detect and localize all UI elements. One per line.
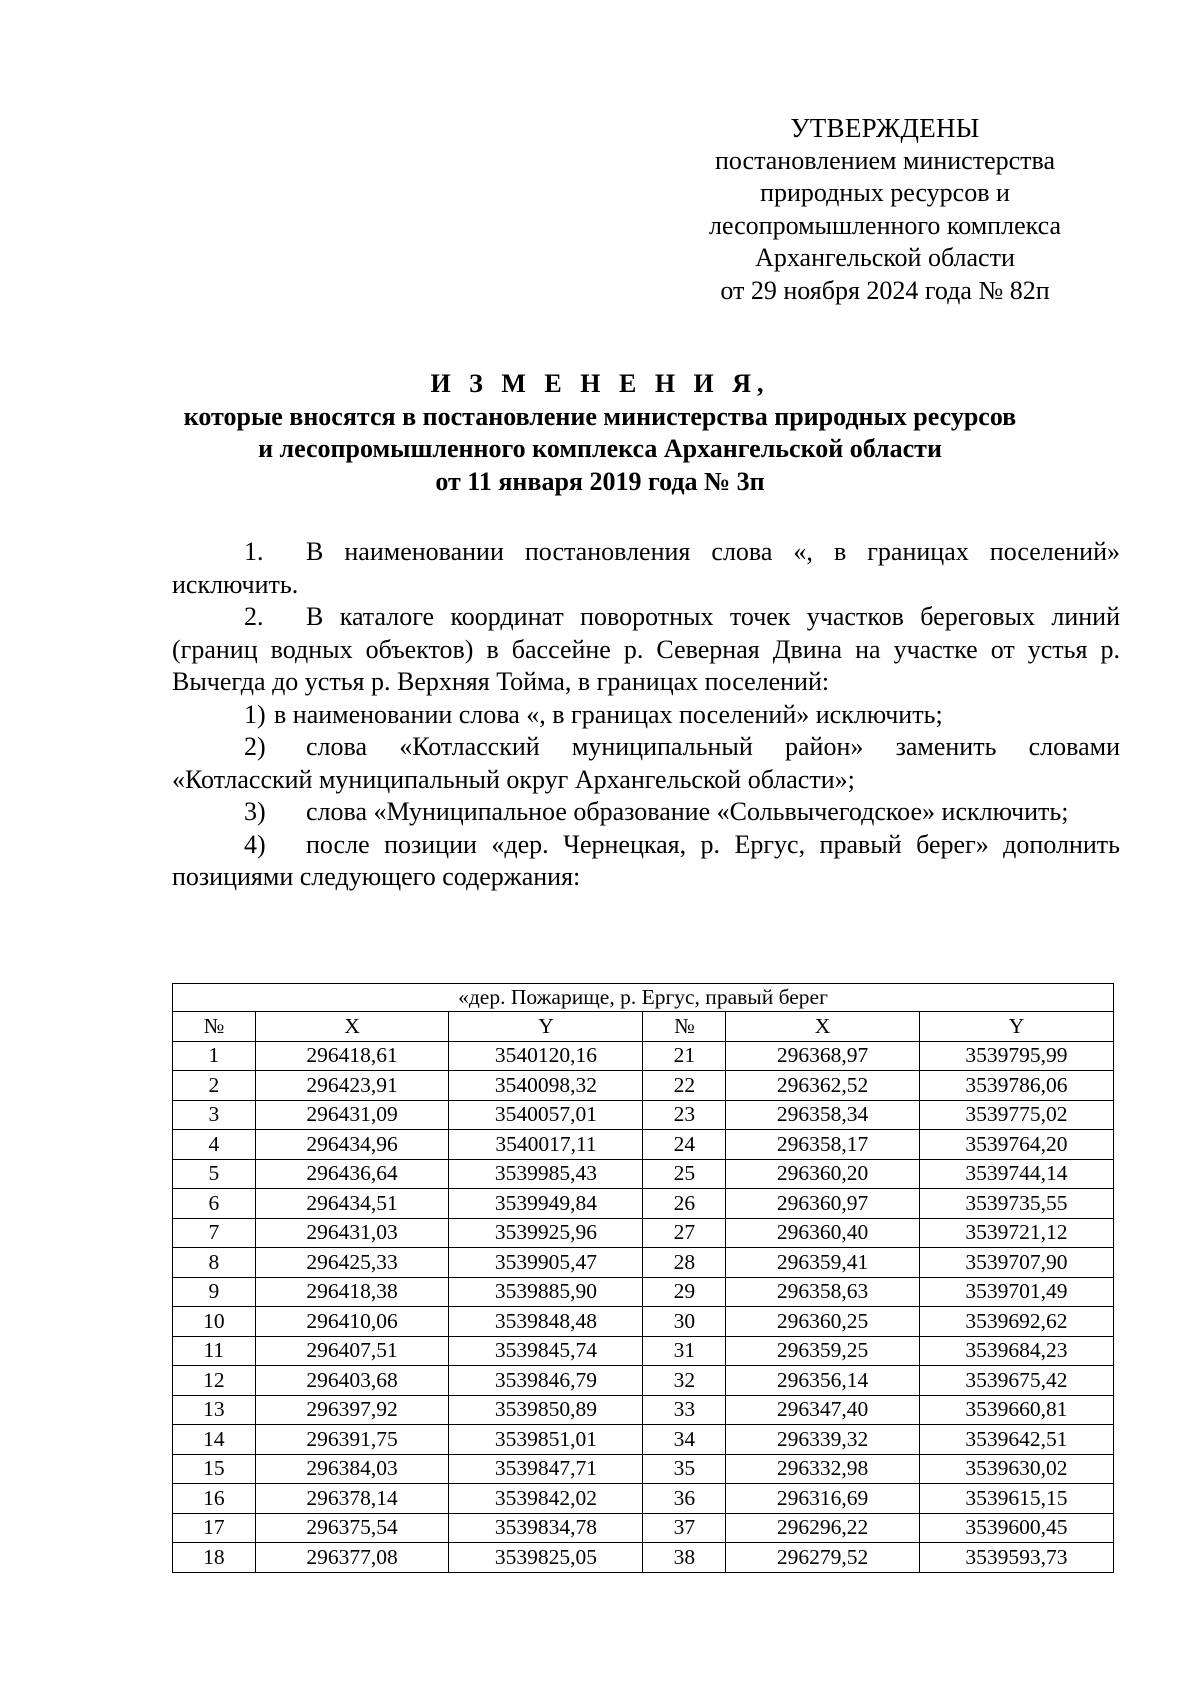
table-cell: 3539660,81 (919, 1395, 1113, 1425)
table-cell: 11 (173, 1336, 256, 1366)
table-cell: 14 (173, 1425, 256, 1455)
paragraph-text: В наименовании постановления слова «, в границах поселений» исключить. (172, 537, 1120, 599)
paragraph (172, 601, 1120, 699)
table-cell: 33 (643, 1395, 726, 1425)
table-cell: 296359,41 (726, 1248, 920, 1278)
table-cell: 23 (643, 1100, 726, 1130)
approval-line: от 29 ноября 2024 года № 82п (720, 275, 1050, 305)
table-row (173, 1513, 1114, 1543)
document-body (172, 536, 1120, 894)
table-cell: 5 (173, 1159, 256, 1189)
table-cell: 3539847,71 (449, 1454, 643, 1484)
table-row (173, 1336, 1114, 1366)
table-cell: 10 (173, 1307, 256, 1337)
table-cell: 9 (173, 1277, 256, 1307)
table-cell: 8 (173, 1248, 256, 1278)
table-row (173, 1425, 1114, 1455)
header-cell: Y (919, 1012, 1113, 1042)
approval-line: природных ресурсов и (760, 178, 1010, 207)
table-cell: 37 (643, 1513, 726, 1543)
table-cell: 4 (173, 1130, 256, 1160)
table-row (173, 1218, 1114, 1248)
table-cell: 3539795,99 (919, 1041, 1113, 1071)
paragraph (172, 796, 1120, 829)
table-cell: 296332,98 (726, 1454, 920, 1484)
table-cell: 3539675,42 (919, 1366, 1113, 1396)
approval-line: Архангельской области (755, 243, 1015, 272)
table-body (173, 1041, 1114, 1572)
table-cell: 3539848,48 (449, 1307, 643, 1337)
approval-stamp (680, 112, 1090, 307)
table-cell: 22 (643, 1071, 726, 1101)
paragraph-number: 1) (244, 699, 266, 729)
header-cell: № (643, 1012, 726, 1042)
table-cell: 12 (173, 1366, 256, 1396)
table-cell: 25 (643, 1159, 726, 1189)
table-cell: 35 (643, 1454, 726, 1484)
paragraph-number: 1. (244, 537, 264, 566)
table-cell: 296375,54 (255, 1513, 449, 1543)
header-cell: X (255, 1012, 449, 1042)
table-cell: 296397,92 (255, 1395, 449, 1425)
table-cell: 27 (643, 1218, 726, 1248)
table-cell: 296378,14 (255, 1484, 449, 1514)
table-cell: 296391,75 (255, 1425, 449, 1455)
table-cell: 296410,06 (255, 1307, 449, 1337)
table-header-row (173, 1012, 1114, 1042)
table-cell: 296377,08 (255, 1543, 449, 1573)
table-cell: 24 (643, 1130, 726, 1160)
table-cell: 296362,52 (726, 1071, 920, 1101)
table-cell: 296403,68 (255, 1366, 449, 1396)
table-cell: 3539692,62 (919, 1307, 1113, 1337)
paragraph-text: после позиции «дер. Чернецкая, р. Ергус, правый берег» дополнить позициями следующего содержания: (172, 829, 1120, 891)
table-cell: 3540120,16 (449, 1041, 643, 1071)
title-line: которые вносятся в постановление министерства природных ресурсов (183, 401, 1017, 431)
table-cell: 296360,25 (726, 1307, 920, 1337)
table-row (173, 1543, 1114, 1573)
table-cell: 296356,14 (726, 1366, 920, 1396)
paragraph-number: 3) (244, 797, 266, 826)
table-cell: 34 (643, 1425, 726, 1455)
paragraph (172, 536, 1120, 601)
table-cell: 3539825,05 (449, 1543, 643, 1573)
table-cell: 3539845,74 (449, 1336, 643, 1366)
table-cell: 296296,22 (726, 1513, 920, 1543)
table-cell: 29 (643, 1277, 726, 1307)
table-caption: «дер. Пожарище, р. Ергус, правый берег (173, 984, 1114, 1012)
table-row (173, 1189, 1114, 1219)
table-cell: 3539735,55 (919, 1189, 1113, 1219)
table-cell: 3539764,20 (919, 1130, 1113, 1160)
table-cell: 296368,97 (726, 1041, 920, 1071)
table-cell: 3539949,84 (449, 1189, 643, 1219)
paragraph-number: 2) (244, 732, 266, 761)
table-cell: 30 (643, 1307, 726, 1337)
table-cell: 3539885,90 (449, 1277, 643, 1307)
table-row (173, 1100, 1114, 1130)
table-cell: 296279,52 (726, 1543, 920, 1573)
table-row (173, 1041, 1114, 1071)
table-cell: 1 (173, 1041, 256, 1071)
paragraph (172, 699, 1120, 732)
approval-line: постановлением министерства (714, 145, 1056, 175)
table-caption-row (173, 984, 1114, 1012)
table-cell: 38 (643, 1543, 726, 1573)
table-cell: 31 (643, 1336, 726, 1366)
table-cell: 36 (643, 1484, 726, 1514)
header-cell: № (173, 1012, 256, 1042)
table-cell: 296434,96 (255, 1130, 449, 1160)
approval-line: лесопромышленного комплекса (708, 210, 1061, 240)
table-row (173, 1395, 1114, 1425)
table-cell: 18 (173, 1543, 256, 1573)
table-cell: 26 (643, 1189, 726, 1219)
table-cell: 2 (173, 1071, 256, 1101)
table-cell: 296436,64 (255, 1159, 449, 1189)
table-cell: 296418,61 (255, 1041, 449, 1071)
table-cell: 32 (643, 1366, 726, 1396)
table-cell: 3539701,49 (919, 1277, 1113, 1307)
table-cell: 296407,51 (255, 1336, 449, 1366)
table-cell: 15 (173, 1454, 256, 1484)
table-cell: 296360,97 (726, 1189, 920, 1219)
title-line: и лесопромышленного комплекса Архангельской области (258, 434, 942, 463)
table-row (173, 1366, 1114, 1396)
table-cell: 296431,03 (255, 1218, 449, 1248)
table-cell: 296384,03 (255, 1454, 449, 1484)
paragraph-number: 4) (244, 829, 266, 859)
table-row (173, 1277, 1114, 1307)
paragraph-number: 2. (244, 602, 264, 631)
table-cell: 296358,34 (726, 1100, 920, 1130)
paragraph-text: слова «Котласский муниципальный район» заменить словами «Котласский муниципальный округ Архангельской области»; (172, 732, 1120, 794)
table-row (173, 1454, 1114, 1484)
paragraph-text: в наименовании слова «, в границах поселений» исключить; (274, 699, 943, 729)
table-cell: 3539850,89 (449, 1395, 643, 1425)
table-row (173, 1248, 1114, 1278)
table-cell: 3539905,47 (449, 1248, 643, 1278)
table-cell: 3539786,06 (919, 1071, 1113, 1101)
table-cell: 296418,38 (255, 1277, 449, 1307)
table-cell: 296431,09 (255, 1100, 449, 1130)
paragraph (172, 829, 1120, 894)
table-cell: 3539842,02 (449, 1484, 643, 1514)
paragraph-text: В каталоге координат поворотных точек участков береговых линий (границ водных объектов) в бассейне р. Северная Двина на участке от устья р. Вычегда до устья р. Верхняя Тойма, в границах поселений: (172, 602, 1120, 696)
table-cell: 3539707,90 (919, 1248, 1113, 1278)
table-cell: 3540098,32 (449, 1071, 643, 1101)
table-cell: 296434,51 (255, 1189, 449, 1219)
table-cell: 296358,17 (726, 1130, 920, 1160)
paragraph (172, 731, 1120, 796)
table-cell: 3539925,96 (449, 1218, 643, 1248)
title-line: от 11 января 2019 года № 3п (435, 466, 765, 496)
table-cell: 296360,20 (726, 1159, 920, 1189)
table-cell: 296423,91 (255, 1071, 449, 1101)
table-row (173, 1159, 1114, 1189)
table-row (173, 1130, 1114, 1160)
table-cell: 3539834,78 (449, 1513, 643, 1543)
table-cell: 3539684,23 (919, 1336, 1113, 1366)
table-cell: 3539846,79 (449, 1366, 643, 1396)
table-cell: 16 (173, 1484, 256, 1514)
table-cell: 13 (173, 1395, 256, 1425)
table-cell: 28 (643, 1248, 726, 1278)
table-cell: 3539600,45 (919, 1513, 1113, 1543)
table-cell: 3539593,73 (919, 1543, 1113, 1573)
title-heading: И З М Е Н Е Н И Я, (430, 369, 770, 398)
table-cell: 7 (173, 1218, 256, 1248)
table-row (173, 1307, 1114, 1337)
table-cell: 3540057,01 (449, 1100, 643, 1130)
table-cell: 3540017,11 (449, 1130, 643, 1160)
table-cell: 296425,33 (255, 1248, 449, 1278)
header-cell: X (726, 1012, 920, 1042)
table-cell: 296359,25 (726, 1336, 920, 1366)
header-cell: Y (449, 1012, 643, 1042)
table-cell: 3 (173, 1100, 256, 1130)
table-cell: 3539630,02 (919, 1454, 1113, 1484)
table-cell: 21 (643, 1041, 726, 1071)
approval-head: УТВЕРЖДЕНЫ (790, 113, 980, 143)
table-cell: 3539744,14 (919, 1159, 1113, 1189)
table-row (173, 1071, 1114, 1101)
table-cell: 296339,32 (726, 1425, 920, 1455)
table-row (173, 1484, 1114, 1514)
table-cell: 3539721,12 (919, 1218, 1113, 1248)
coordinates-table (172, 983, 1114, 1573)
table-cell: 296360,40 (726, 1218, 920, 1248)
table-cell: 3539851,01 (449, 1425, 643, 1455)
table-cell: 296358,63 (726, 1277, 920, 1307)
table-cell: 3539615,15 (919, 1484, 1113, 1514)
paragraph-text: слова «Муниципальное образование «Сольвычегодское» исключить; (306, 797, 1069, 826)
table-cell: 6 (173, 1189, 256, 1219)
table-cell: 296347,40 (726, 1395, 920, 1425)
table-cell: 3539985,43 (449, 1159, 643, 1189)
table-cell: 3539775,02 (919, 1100, 1113, 1130)
table-cell: 3539642,51 (919, 1425, 1113, 1455)
table-cell: 296316,69 (726, 1484, 920, 1514)
document-title (150, 368, 1050, 498)
table-cell: 17 (173, 1513, 256, 1543)
